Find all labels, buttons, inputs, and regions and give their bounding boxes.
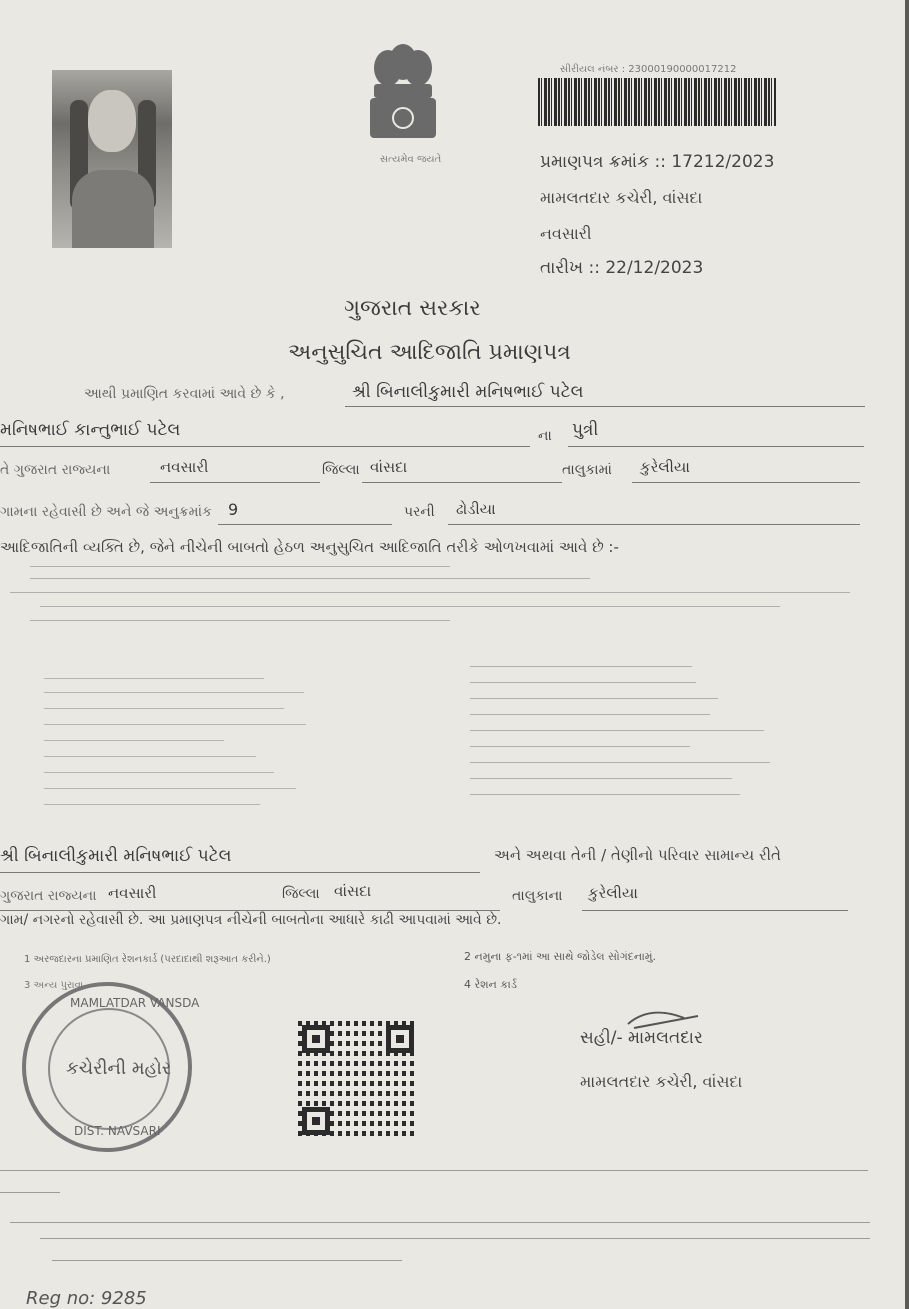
serial-number: 9	[228, 500, 239, 519]
state-prefix-2: ગુજરાત રાજ્યના	[0, 888, 97, 904]
applicant-photo	[52, 70, 172, 248]
village-value-2: કુરેલીયા	[588, 884, 638, 902]
district-value: નવસારી	[160, 458, 209, 476]
certificate-title: અનુસુચિત આદિજાતિ પ્રમાણપત્ર	[288, 340, 571, 365]
jilla-value-2: વાંસદા	[334, 882, 372, 900]
taluka-prefix: તાલુકામાં	[562, 462, 612, 478]
state-prefix: તે ગુજરાત રાજ્યના	[0, 462, 111, 478]
caste-prefix: પરની	[404, 504, 435, 520]
jilla-prefix: જિલ્લા	[322, 462, 360, 478]
signature-title: સહી/- મામલતદાર	[580, 1028, 703, 1048]
candidate-name: શ્રી બિનાલીકુમારી મનિષભાઈ પટેલ	[352, 382, 584, 402]
relation-prefix: ના	[538, 428, 552, 444]
issue-basis-line: ગામ/ નગરનો રહેવાસી છે. આ પ્રમાણપત્ર નીચેની બાબતોના આધારે કાઢી આપવામાં આવે છે.	[0, 912, 502, 928]
verification-qr-code	[298, 1021, 418, 1139]
jilla-prefix-2: જિલ્લા	[282, 886, 320, 902]
basis-item-1: 1 અરજદારના પ્રમાણિત રેશનકાર્ડ (પરદાદાથી શરૂઆત કરીને.)	[24, 954, 271, 965]
issuing-district: નવસારી	[540, 224, 592, 243]
certify-prefix: આથી પ્રમાણિત કરવામાં આવે છે કે ,	[84, 386, 285, 402]
caste-value: ઢોડીયા	[456, 500, 496, 518]
basis-item-2: 2 નમુના ફ-૧માં આ સાથે જોડેલ સોગંદનામું.	[464, 950, 657, 963]
government-title: ગુજરાત સરકાર	[344, 296, 481, 321]
certificate-number: પ્રમાણપત્ર ક્રમાંક :: 17212/2023	[540, 152, 775, 172]
seal-bottom-text: DIST. NAVSARI	[74, 1124, 161, 1138]
basis-item-3: 3 અન્ય પુરાવા	[24, 980, 84, 991]
candidate-name-repeat: શ્રી બિનાલીકુમારી મનિષભાઈ પટેલ	[0, 846, 232, 866]
relation: પુત્રી	[572, 420, 599, 440]
national-emblem-icon	[360, 40, 446, 160]
issue-date: તારીખ :: 22/12/2023	[540, 258, 704, 278]
seal-top-text: MAMLATDAR VANSDA	[70, 996, 200, 1010]
jilla-value: વાંસદા	[370, 458, 408, 476]
tribe-statement: આદિજાતિની વ્યક્તિ છે, જેને નીચેની બાબતો હેઠળ અનુસુચિત આદિજાતિ તરીકે ઓળખવામાં આવે છે :-	[0, 538, 619, 556]
village-value: કુરેલીયા	[640, 458, 690, 476]
seal-center-text: કચેરીની મહોર	[66, 1058, 172, 1079]
signature-office: મામલતદાર કચેરી, વાંસદા	[580, 1072, 743, 1091]
taluka-prefix-2: તાલુકાના	[512, 888, 563, 904]
basis-item-4: 4 રેશન કાર્ડ	[464, 978, 517, 991]
family-note: અને અથવા તેની / તેણીનો પરિવાર સામાન્ય રીતે	[494, 846, 781, 864]
barcode	[538, 78, 776, 126]
father-name: મનિષભાઈ કાન્તુભાઈ પટેલ	[0, 420, 181, 440]
district-value-2: નવસારી	[108, 884, 157, 902]
issuing-office: મામલતદાર કચેરી, વાંસદા	[540, 188, 703, 207]
barcode-serial: સીરીયલ નંબર : 23000190000017212	[560, 64, 737, 75]
resident-prefix: ગામના રહેવાસી છે અને જે અનુક્રમાંક	[0, 504, 212, 520]
registration-number: Reg no: 9285	[26, 1288, 147, 1309]
emblem-caption: સત્યમેવ જયતે	[380, 154, 442, 165]
